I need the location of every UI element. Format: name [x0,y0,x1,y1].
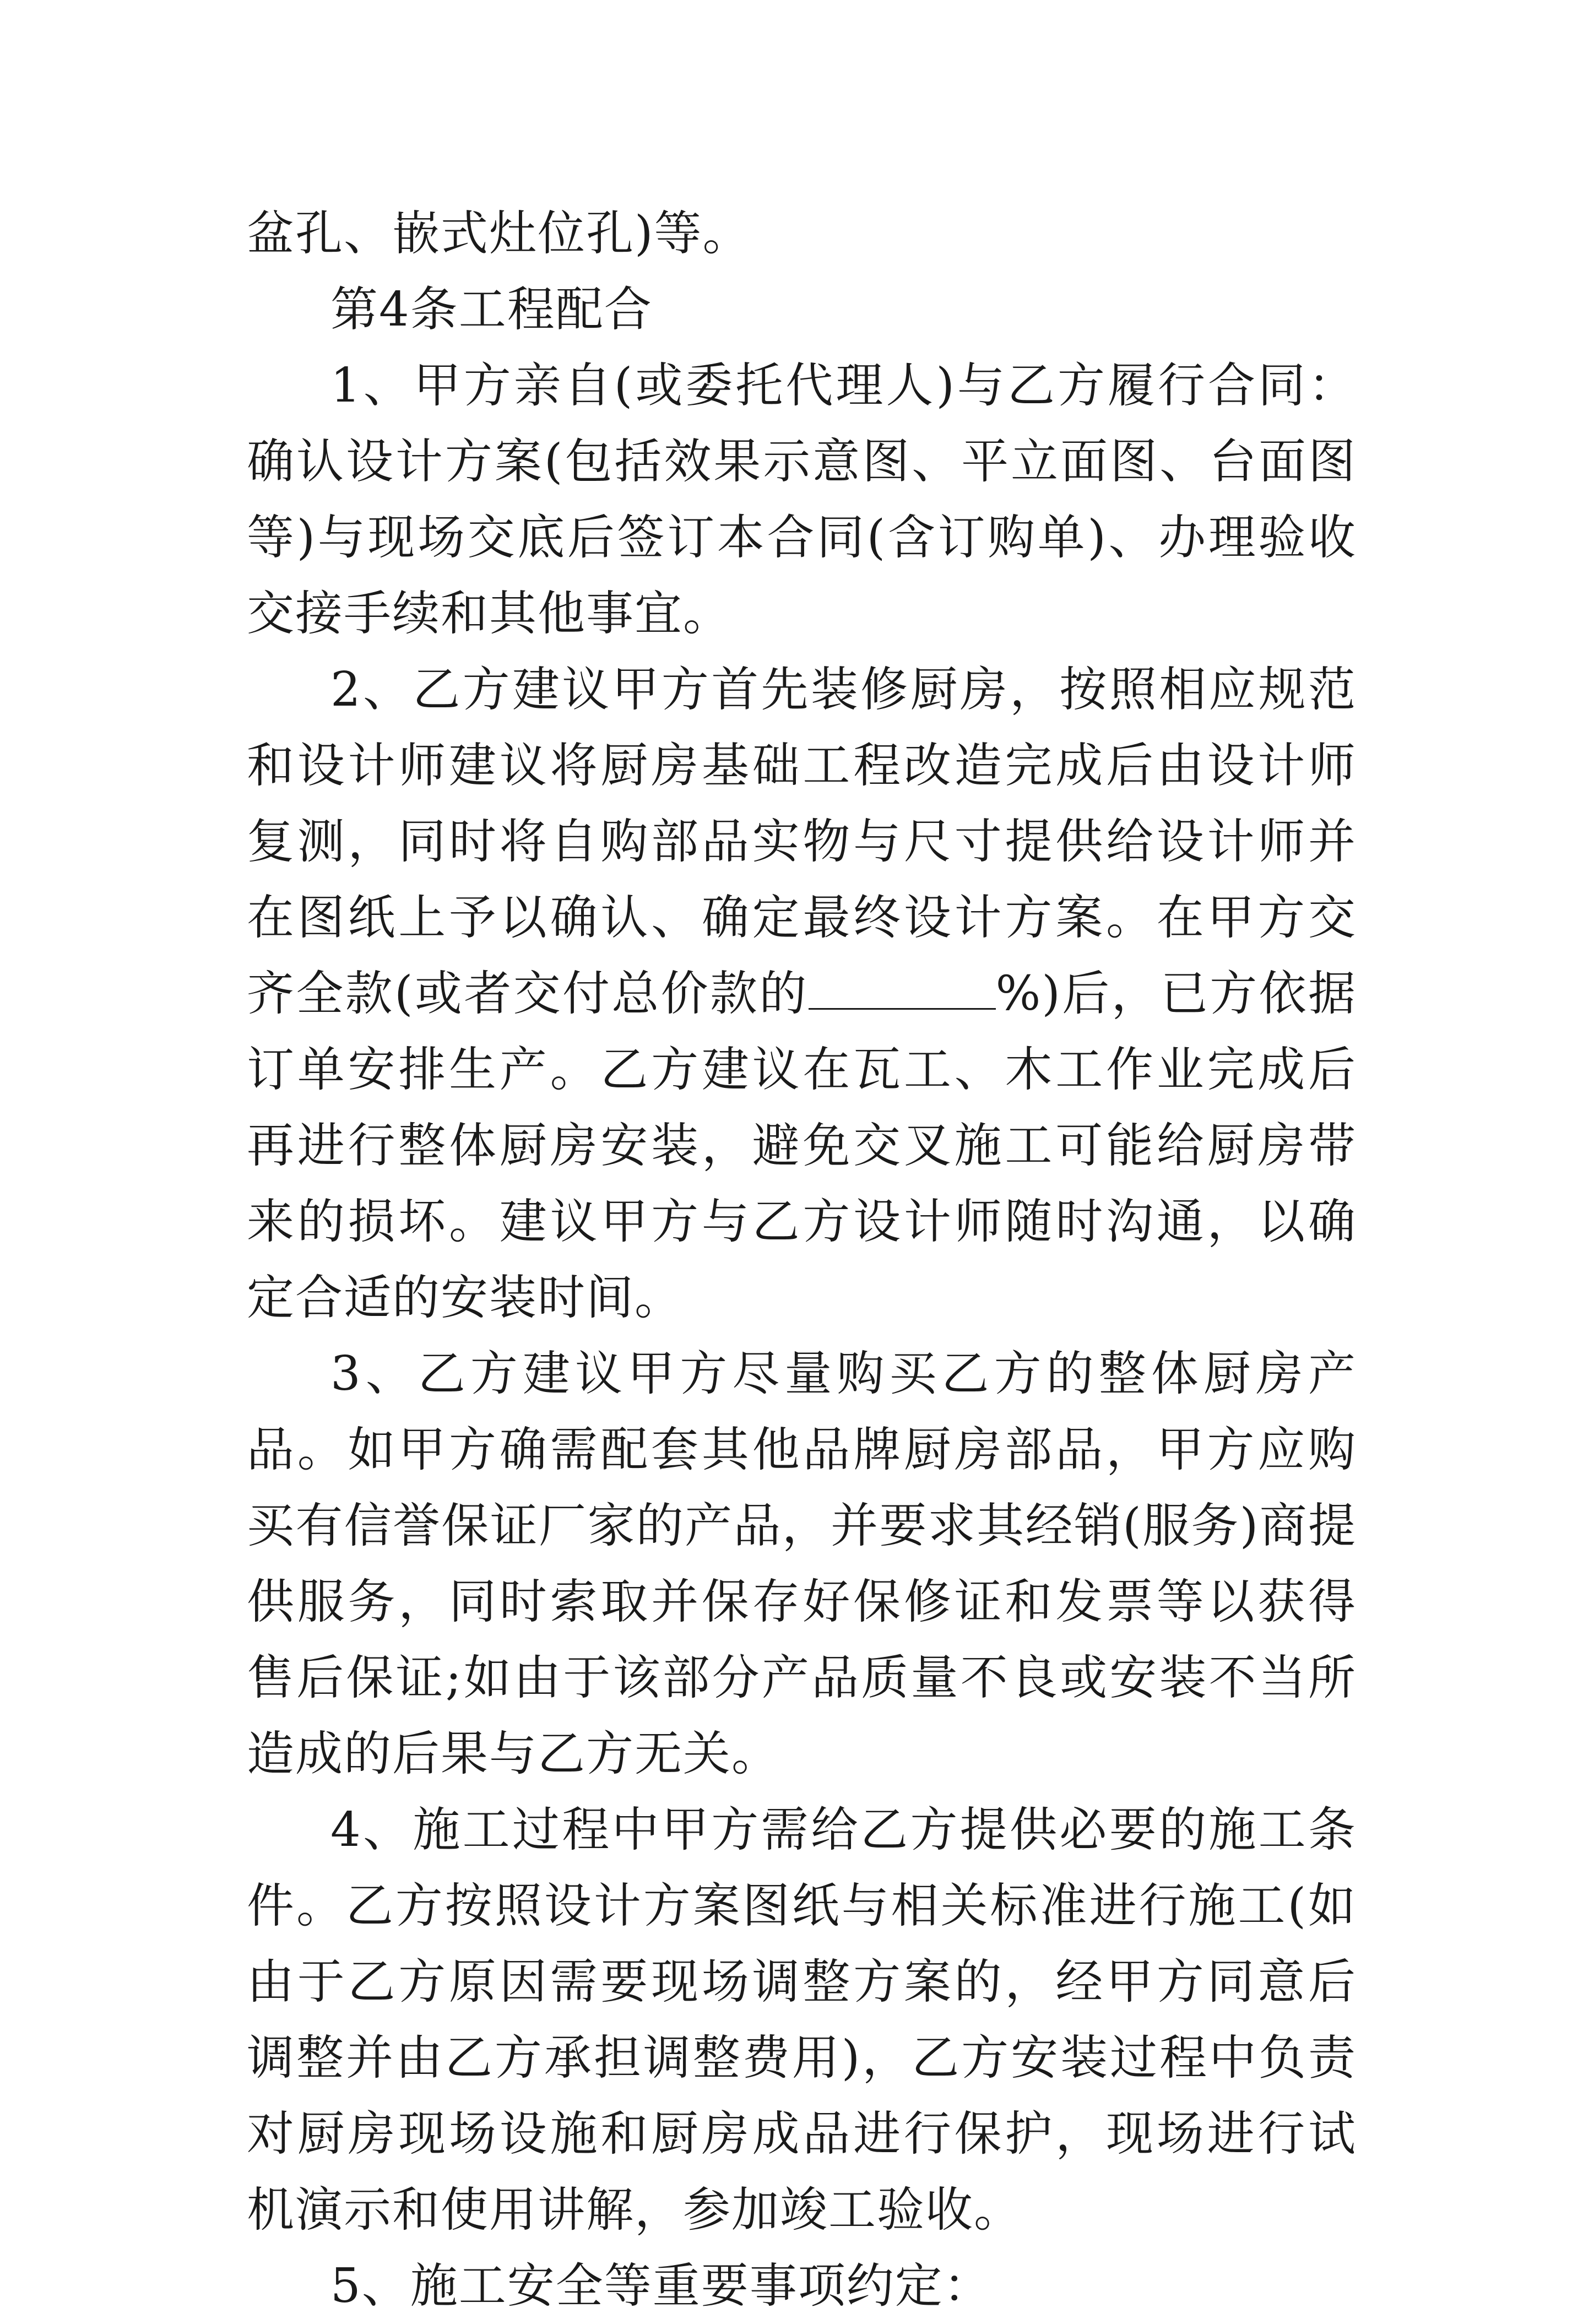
paragraph-item-5: 5、施工安全等重要事项约定： [330,2258,992,2314]
paragraph-item-2-part-a: 2、乙方建议甲方首先装修厨房，按照相应规范和设计师建议将厨房基础工程改造完成后由设计师复测，同时将自购部品实物与尺寸提供给设计师并在图纸上予以确认、确定最终设计方案。在甲方交齐全款(或者交付总价款的 [247,662,1357,1021]
paragraph-item-4: 4、施工过程中甲方需给乙方提供必要的施工条件。乙方按照设计方案图纸与相关标准进行施工(如由于乙方原因需要现场调整方案的，经甲方同意后调整并由乙方承担调整费用)，乙方安装过程中负责对厨房现场设施和厨房成品进行保护，现场进行试机演示和使用讲解，参加竣工验收。 [247,1802,1357,2238]
document-body [247,196,1357,2324]
fill-in-blank-percentage[interactable] [809,965,996,1010]
section-heading-article-4: 第4条工程配合 [330,282,653,337]
paragraph-item-2 [247,652,1357,1336]
paragraph-item-2-part-b: %)后，已方依据订单安排生产。乙方建议在瓦工、木工作业完成后再进行整体厨房安装，避免交叉施工可能给厨房带来的损坏。建议甲方与乙方设计师随时沟通，以确定合适的安装时间。 [247,966,1357,1325]
paragraph-item-3: 3、乙方建议甲方尽量购买乙方的整体厨房产品。如甲方确需配套其他品牌厨房部品，甲方应购买有信誉保证厂家的产品，并要求其经销(服务)商提供服务，同时索取并保存好保修证和发票等以获得售后保证;如由于该部分产品质量不良或安装不当所造成的后果与乙方无关。 [247,1346,1357,1781]
paragraph-item-1: 1、甲方亲自(或委托代理人)与乙方履行合同：确认设计方案(包括效果示意图、平立面图、台面图等)与现场交底后签订本合同(含订购单)、办理验收交接手续和其他事宜。 [247,358,1357,641]
paragraph-continuation: 盆孔、嵌式灶位孔)等。 [247,206,751,261]
